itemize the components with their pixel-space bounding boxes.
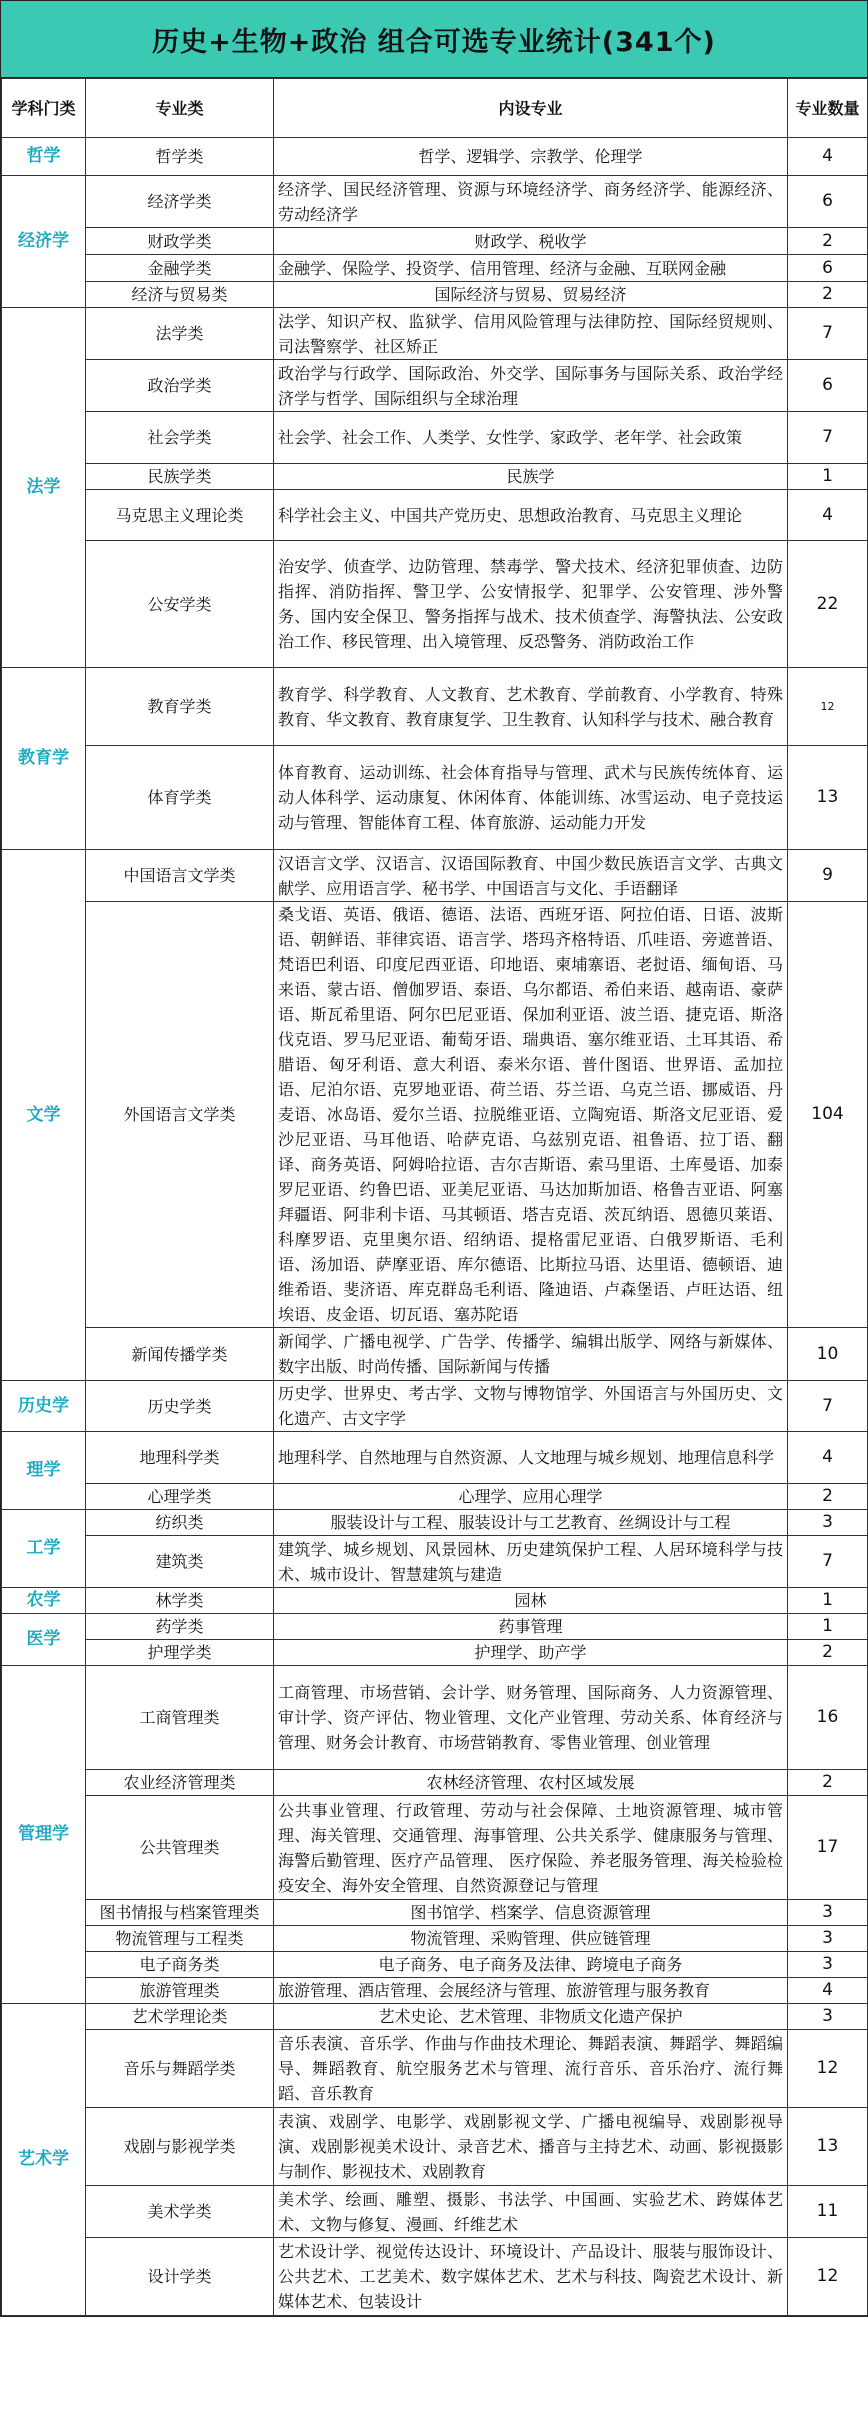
majors-cell: 历史学、世界史、考古学、文物与博物馆学、外国语言与外国历史、文化遗产、古文字学	[274, 1381, 788, 1432]
count-cell: 4	[788, 1978, 868, 2004]
table-row	[2, 1510, 868, 1536]
majors-cell: 公共事业管理、行政管理、劳动与社会保障、土地资源管理、城市管理、海关管理、交通管理、海事管理、公共关系学、健康服务与管理、海警后勤管理、医疗产品管理、 医疗保险、养老服务管理、海关检验检疫安全、海外安全管理、自然资源登记与管理	[274, 1796, 788, 1900]
table-row	[2, 1381, 868, 1432]
majors-cell: 社会学、社会工作、人类学、女性学、家政学、老年学、社会政策	[274, 412, 788, 464]
majors-cell: 法学、知识产权、监狱学、信用风险管理与法律防控、国际经贸规则、司法警察学、社区矫正	[274, 308, 788, 360]
majors-cell: 建筑学、城乡规划、风景园林、历史建筑保护工程、人居环境科学与技术、城市设计、智慧建筑与建造	[274, 1536, 788, 1588]
majors-cell: 国际经济与贸易、贸易经济	[274, 282, 788, 308]
table-row	[2, 1588, 868, 1614]
majors-cell: 工商管理、市场营销、会计学、财务管理、国际商务、人力资源管理、审计学、资产评估、物业管理、文化产业管理、劳动关系、体育经济与管理、财务会计教育、市场营销教育、零售业管理、创业管理	[274, 1666, 788, 1770]
count-cell: 7	[788, 412, 868, 464]
table-row	[2, 1640, 868, 1666]
class-cell: 新闻传播学类	[86, 1328, 274, 1381]
majors-cell: 地理科学、自然地理与自然资源、人文地理与城乡规划、地理信息科学	[274, 1432, 788, 1484]
table-row	[2, 2238, 868, 2316]
table-row	[2, 1952, 868, 1978]
count-cell: 2	[788, 1484, 868, 1510]
majors-cell: 财政学、税收学	[274, 228, 788, 255]
page-title: 历史+生物+政治 组合可选专业统计(341个)	[1, 1, 867, 78]
count-cell: 6	[788, 176, 868, 228]
count-cell: 2	[788, 1770, 868, 1796]
majors-cell: 表演、戏剧学、电影学、戏剧影视文学、广播电视编导、戏剧影视导演、戏剧影视美术设计、录音艺术、播音与主持艺术、动画、影视摄影与制作、影视技术、戏剧教育	[274, 2108, 788, 2186]
table-row	[2, 1666, 868, 1770]
majors-cell: 电子商务、电子商务及法律、跨境电子商务	[274, 1952, 788, 1978]
class-cell: 图书情报与档案管理类	[86, 1900, 274, 1926]
class-cell: 哲学类	[86, 138, 274, 176]
majors-cell: 护理学、助产学	[274, 1640, 788, 1666]
category-cell: 法学	[2, 308, 86, 668]
count-cell: 11	[788, 2186, 868, 2238]
count-cell: 7	[788, 308, 868, 360]
table-row	[2, 2004, 868, 2030]
class-cell: 历史学类	[86, 1381, 274, 1432]
count-cell: 2	[788, 282, 868, 308]
table-row	[2, 1536, 868, 1588]
category-cell: 工学	[2, 1510, 86, 1588]
majors-cell: 农林经济管理、农村区域发展	[274, 1770, 788, 1796]
table-row	[2, 412, 868, 464]
count-cell: 1	[788, 1588, 868, 1614]
table-row	[2, 2186, 868, 2238]
table-row	[2, 746, 868, 850]
count-cell: 16	[788, 1666, 868, 1770]
header-class: 专业类	[86, 79, 274, 138]
majors-cell: 艺术史论、艺术管理、非物质文化遗产保护	[274, 2004, 788, 2030]
count-cell: 6	[788, 360, 868, 412]
class-cell: 设计学类	[86, 2238, 274, 2316]
count-cell: 1	[788, 464, 868, 490]
header-category: 学科门类	[2, 79, 86, 138]
majors-cell: 新闻学、广播电视学、广告学、传播学、编辑出版学、网络与新媒体、数字出版、时尚传播、国际新闻与传播	[274, 1328, 788, 1381]
category-cell: 教育学	[2, 668, 86, 850]
class-cell: 经济学类	[86, 176, 274, 228]
category-cell: 农学	[2, 1588, 86, 1614]
table-row	[2, 282, 868, 308]
table-row	[2, 2030, 868, 2108]
header-row	[2, 79, 868, 138]
count-cell: 3	[788, 1952, 868, 1978]
class-cell: 音乐与舞蹈学类	[86, 2030, 274, 2108]
majors-cell: 图书馆学、档案学、信息资源管理	[274, 1900, 788, 1926]
count-cell: 4	[788, 490, 868, 541]
majors-cell: 园林	[274, 1588, 788, 1614]
majors-cell: 金融学、保险学、投资学、信用管理、经济与金融、互联网金融	[274, 255, 788, 282]
table-row	[2, 1978, 868, 2004]
class-cell: 药学类	[86, 1614, 274, 1640]
table-row	[2, 138, 868, 176]
majors-cell: 科学社会主义、中国共产党历史、思想政治教育、马克思主义理论	[274, 490, 788, 541]
majors-cell: 政治学与行政学、国际政治、外交学、国际事务与国际关系、政治学经济学与哲学、国际组织与全球治理	[274, 360, 788, 412]
majors-cell: 教育学、科学教育、人文教育、艺术教育、学前教育、小学教育、特殊教育、华文教育、教育康复学、卫生教育、认知科学与技术、融合教育	[274, 668, 788, 746]
class-cell: 艺术学理论类	[86, 2004, 274, 2030]
table-row	[2, 490, 868, 541]
count-cell: 22	[788, 541, 868, 668]
majors-cell: 艺术设计学、视觉传达设计、环境设计、产品设计、服装与服饰设计、公共艺术、工艺美术、数字媒体艺术、艺术与科技、陶瓷艺术设计、新媒体艺术、包装设计	[274, 2238, 788, 2316]
majors-cell: 服装设计与工程、服装设计与工艺教育、丝绸设计与工程	[274, 1510, 788, 1536]
count-cell: 9	[788, 850, 868, 902]
majors-cell: 心理学、应用心理学	[274, 1484, 788, 1510]
category-cell: 经济学	[2, 176, 86, 308]
table-row	[2, 464, 868, 490]
majors-cell: 药事管理	[274, 1614, 788, 1640]
table-row	[2, 1770, 868, 1796]
class-cell: 美术学类	[86, 2186, 274, 2238]
class-cell: 林学类	[86, 1588, 274, 1614]
class-cell: 纺织类	[86, 1510, 274, 1536]
table-row	[2, 255, 868, 282]
majors-cell: 旅游管理、酒店管理、会展经济与管理、旅游管理与服务教育	[274, 1978, 788, 2004]
table-row	[2, 902, 868, 1328]
count-cell: 7	[788, 1381, 868, 1432]
class-cell: 公安学类	[86, 541, 274, 668]
table-row	[2, 2108, 868, 2186]
category-cell: 历史学	[2, 1381, 86, 1432]
table-row	[2, 850, 868, 902]
count-cell: 10	[788, 1328, 868, 1381]
class-cell: 建筑类	[86, 1536, 274, 1588]
majors-cell: 美术学、绘画、雕塑、摄影、书法学、中国画、实验艺术、跨媒体艺术、文物与修复、漫画、纤维艺术	[274, 2186, 788, 2238]
class-cell: 中国语言文学类	[86, 850, 274, 902]
majors-cell: 体育教育、运动训练、社会体育指导与管理、武术与民族传统体育、运动人体科学、运动康复、休闲体育、体能训练、冰雪运动、电子竞技运动与管理、智能体育工程、体育旅游、运动能力开发	[274, 746, 788, 850]
count-cell: 4	[788, 138, 868, 176]
class-cell: 旅游管理类	[86, 1978, 274, 2004]
class-cell: 护理学类	[86, 1640, 274, 1666]
category-cell: 艺术学	[2, 2004, 86, 2316]
majors-cell: 桑戈语、英语、俄语、德语、法语、西班牙语、阿拉伯语、日语、波斯语、朝鲜语、菲律宾语、语言学、塔玛齐格特语、爪哇语、旁遮普语、梵语巴利语、印度尼西亚语、印地语、柬埔寨语、老挝语、缅甸语、马来语、蒙古语、僧伽罗语、泰语、乌尔都语、希伯来语、越南语、豪萨语、斯瓦希里语、阿尔巴尼亚语、保加利亚语、波兰语、捷克语、斯洛伐克语、罗马尼亚语、葡萄牙语、瑞典语、塞尔维亚语、土耳其语、希腊语、匈牙利语、意大利语、泰米尔语、普什图语、世界语、孟加拉语、尼泊尔语、克罗地亚语、荷兰语、芬兰语、乌克兰语、挪威语、丹麦语、冰岛语、爱尔兰语、拉脱维亚语、立陶宛语、斯洛文尼亚语、爱沙尼亚语、马耳他语、哈萨克语、乌兹别克语、祖鲁语、拉丁语、翻译、商务英语、阿姆哈拉语、吉尔吉斯语、索马里语、土库曼语、加泰罗尼亚语、约鲁巴语、亚美尼亚语、马达加斯加语、格鲁吉亚语、阿塞拜疆语、阿非利卡语、马其顿语、塔吉克语、茨瓦纳语、恩德贝莱语、科摩罗语、克里奥尔语、绍纳语、提格雷尼亚语、白俄罗斯语、毛利语、汤加语、萨摩亚语、库尔德语、比斯拉马语、达里语、德顿语、迪维希语、斐济语、库克群岛毛利语、隆迪语、卢森堡语、卢旺达语、纽埃语、皮金语、切瓦语、塞苏陀语	[274, 902, 788, 1328]
count-cell: 13	[788, 2108, 868, 2186]
majors-cell: 经济学、国民经济管理、资源与环境经济学、商务经济学、能源经济、劳动经济学	[274, 176, 788, 228]
count-cell: 2	[788, 1640, 868, 1666]
count-cell: 7	[788, 1536, 868, 1588]
class-cell: 教育学类	[86, 668, 274, 746]
majors-cell: 汉语言文学、汉语言、汉语国际教育、中国少数民族语言文学、古典文献学、应用语言学、秘书学、中国语言与文化、手语翻译	[274, 850, 788, 902]
count-cell: 104	[788, 902, 868, 1328]
table-row	[2, 541, 868, 668]
class-cell: 农业经济管理类	[86, 1770, 274, 1796]
category-cell: 哲学	[2, 138, 86, 176]
class-cell: 工商管理类	[86, 1666, 274, 1770]
count-cell: 13	[788, 746, 868, 850]
table-row	[2, 668, 868, 746]
table-row	[2, 1796, 868, 1900]
header-majors: 内设专业	[274, 79, 788, 138]
count-cell: 3	[788, 1900, 868, 1926]
table-row	[2, 1484, 868, 1510]
table-row	[2, 308, 868, 360]
class-cell: 法学类	[86, 308, 274, 360]
class-cell: 马克思主义理论类	[86, 490, 274, 541]
class-cell: 外国语言文学类	[86, 902, 274, 1328]
class-cell: 心理学类	[86, 1484, 274, 1510]
majors-cell: 民族学	[274, 464, 788, 490]
class-cell: 财政学类	[86, 228, 274, 255]
count-cell: 3	[788, 1510, 868, 1536]
table-row	[2, 1926, 868, 1952]
class-cell: 民族学类	[86, 464, 274, 490]
header-count: 专业数量	[788, 79, 868, 138]
table-row	[2, 360, 868, 412]
majors-cell: 治安学、侦查学、边防管理、禁毒学、警犬技术、经济犯罪侦查、边防指挥、消防指挥、警卫学、公安情报学、犯罪学、公安管理、涉外警务、国内安全保卫、警务指挥与战术、技术侦查学、海警执法、公安政治工作、移民管理、出入境管理、反恐警务、消防政治工作	[274, 541, 788, 668]
class-cell: 戏剧与影视学类	[86, 2108, 274, 2186]
count-cell: 3	[788, 2004, 868, 2030]
count-cell: 12	[788, 2238, 868, 2316]
majors-cell: 哲学、逻辑学、宗教学、伦理学	[274, 138, 788, 176]
table-row	[2, 228, 868, 255]
table-row	[2, 1432, 868, 1484]
category-cell: 医学	[2, 1614, 86, 1666]
class-cell: 公共管理类	[86, 1796, 274, 1900]
class-cell: 物流管理与工程类	[86, 1926, 274, 1952]
table-body	[2, 138, 868, 2316]
class-cell: 地理科学类	[86, 1432, 274, 1484]
count-cell: 12	[788, 668, 868, 746]
count-cell: 6	[788, 255, 868, 282]
class-cell: 金融学类	[86, 255, 274, 282]
majors-cell: 音乐表演、音乐学、作曲与作曲技术理论、舞蹈表演、舞蹈学、舞蹈编导、舞蹈教育、航空服务艺术与管理、流行音乐、音乐治疗、流行舞蹈、音乐教育	[274, 2030, 788, 2108]
count-cell: 2	[788, 228, 868, 255]
majors-cell: 物流管理、采购管理、供应链管理	[274, 1926, 788, 1952]
count-cell: 12	[788, 2030, 868, 2108]
class-cell: 体育学类	[86, 746, 274, 850]
table-row	[2, 1900, 868, 1926]
table-row	[2, 176, 868, 228]
class-cell: 经济与贸易类	[86, 282, 274, 308]
major-table	[1, 78, 868, 2316]
class-cell: 社会学类	[86, 412, 274, 464]
count-cell: 3	[788, 1926, 868, 1952]
category-cell: 文学	[2, 850, 86, 1381]
class-cell: 电子商务类	[86, 1952, 274, 1978]
table-row	[2, 1614, 868, 1640]
category-cell: 管理学	[2, 1666, 86, 2004]
count-cell: 17	[788, 1796, 868, 1900]
table-row	[2, 1328, 868, 1381]
count-cell: 1	[788, 1614, 868, 1640]
class-cell: 政治学类	[86, 360, 274, 412]
category-cell: 理学	[2, 1432, 86, 1510]
count-cell: 4	[788, 1432, 868, 1484]
